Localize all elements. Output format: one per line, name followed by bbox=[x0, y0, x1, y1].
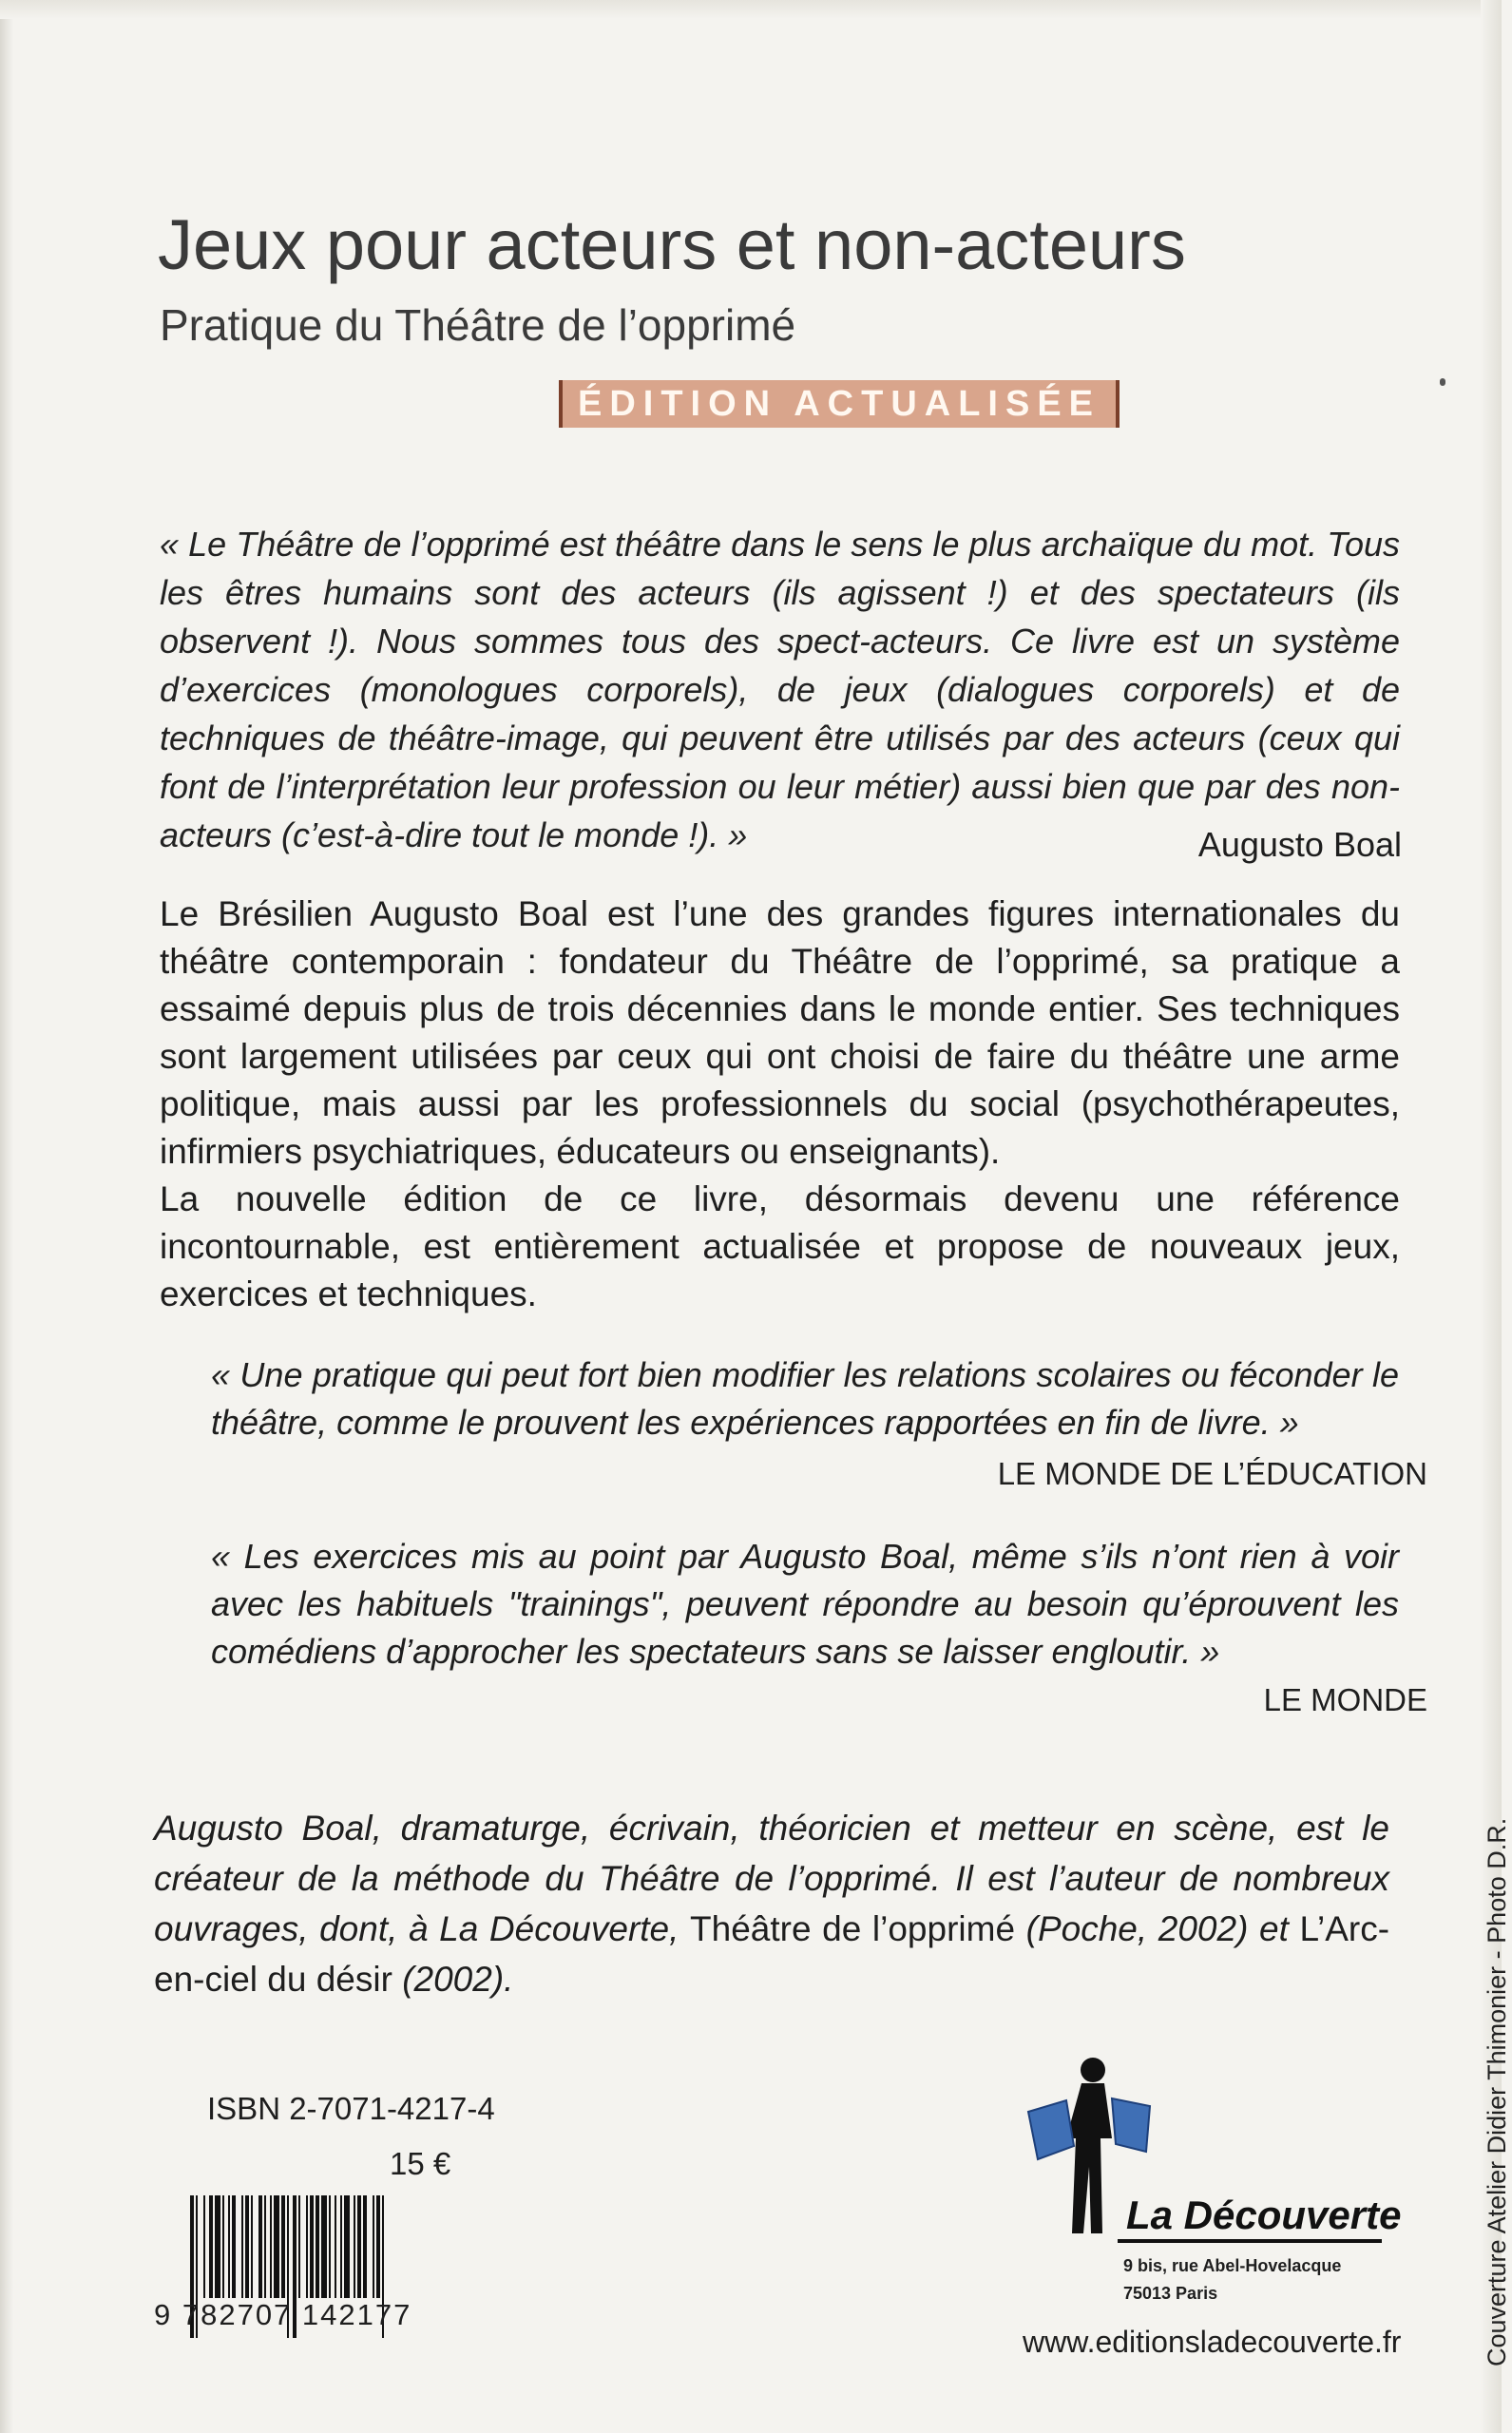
author-quote: « Le Théâtre de l’opprimé est théâtre dans le sens le plus archaïque du mot. Tous les êtres humains sont des acteurs (ils agissent !) et des spectateurs (ils observent !). Nous sommes tous des spect-acteurs. Ce livre est un système d’exercices (monologues corporels), de jeux (dialogues corporels) et de techniques de théâtre-image, qui peuvent être utilisés par des acteurs (ceux qui font de l’interprétation leur profession ou leur métier) aussi bien que par des non-acteurs (c’est-à-dire tout le monde !). » bbox=[160, 525, 1400, 854]
isbn: ISBN 2-7071-4217-4 bbox=[207, 2091, 495, 2126]
barcode-bar bbox=[251, 2195, 253, 2298]
bio-book-title-2: L’Arc-en-ciel du désir bbox=[154, 1909, 1390, 1999]
publisher-address-line-2: 75013 Paris bbox=[1123, 2284, 1218, 2303]
barcode-bar bbox=[321, 2195, 327, 2298]
barcode-bar bbox=[245, 2195, 249, 2298]
barcode-bar bbox=[376, 2195, 380, 2298]
barcode-bar bbox=[241, 2195, 243, 2298]
barcode-bar bbox=[264, 2195, 266, 2298]
publisher-name: La Découverte bbox=[1126, 2193, 1402, 2237]
barcode-bar bbox=[306, 2195, 308, 2298]
barcode-bar bbox=[258, 2195, 262, 2298]
barcode-bar bbox=[335, 2195, 336, 2298]
edition-badge: ÉDITION ACTUALISÉE bbox=[559, 380, 1120, 428]
book-title: Jeux pour acteurs et non-acteurs bbox=[158, 205, 1186, 284]
page-edge-top bbox=[0, 0, 1502, 19]
page-edge-left bbox=[0, 0, 13, 2433]
barcode-bar bbox=[363, 2195, 367, 2298]
bio-part-2: (Poche, 2002) et bbox=[1025, 1909, 1289, 1948]
description-paragraph-1: Le Brésilien Augusto Boal est l’une des grandes figures internationales du théâtre contemporain : fondateur du Théâtre de l’opprimé, sa pratique a essaimé depuis plus de trois décennies dans le monde entier. Ses techniques sont largement utilisées par ceux qui ont choisi de faire du théâtre une arme politique, mais aussi par les professionnels du social (psychothérapeutes, infirmiers psychiatriques, éducateurs ou enseignants). bbox=[160, 894, 1400, 1171]
barcode-bar bbox=[232, 2195, 236, 2298]
review-1-source: LE MONDE DE L’ÉDUCATION bbox=[997, 1456, 1427, 1491]
barcode-bar bbox=[316, 2195, 319, 2298]
publisher-underline bbox=[1118, 2239, 1382, 2243]
review-2-text: « Les exercices mis au point par Augusto Boal, même s’ils n’ont rien à voir avec les habituels "trainings", peuvent répondre au besoin qu’éprouvent les comédiens d’approcher les spectateurs sans se laisser engloutir. » bbox=[211, 1537, 1399, 1671]
barcode-number: 9 782707 142177 bbox=[154, 2298, 412, 2331]
description-paragraph-2: La nouvelle édition de ce livre, désormais devenu une référence incontournable, est entièrement actualisée et propose de nouveaux jeux, exercices et techniques. bbox=[160, 1179, 1400, 1313]
barcode-bar bbox=[354, 2195, 355, 2298]
barcode-bar bbox=[310, 2195, 314, 2298]
quote-author: Augusto Boal bbox=[1197, 825, 1402, 864]
barcode-bar bbox=[373, 2195, 374, 2298]
barcode-bar bbox=[203, 2195, 205, 2298]
barcode-bar bbox=[209, 2195, 213, 2298]
bio-book-title-1: Théâtre de l’opprimé bbox=[690, 1909, 1016, 1948]
price: 15 € bbox=[390, 2146, 451, 2181]
review-1-text: « Une pratique qui peut fort bien modifier les relations scolaires ou féconder le théâtre, comme le prouvent les expériences rapportées en fin de livre. » bbox=[211, 1355, 1399, 1442]
barcode-bar bbox=[215, 2195, 220, 2298]
cover-credit: Couverture Atelier Didier Thimonier - Photo D.R. bbox=[1483, 1817, 1511, 2366]
barcode-bar bbox=[274, 2195, 279, 2298]
barcode-bar bbox=[340, 2195, 342, 2298]
review-2-source: LE MONDE bbox=[1263, 1682, 1427, 1717]
publisher-website: www.editionsladecouverte.fr bbox=[1023, 2325, 1402, 2359]
book-subtitle: Pratique du Théâtre de l’opprimé bbox=[160, 300, 796, 350]
barcode-bar bbox=[228, 2195, 230, 2298]
bio-part-1: Augusto Boal, dramaturge, écrivain, théoricien et metteur en scène, est le créateur de la méthode du Théâtre de l’opprimé. Il est l’auteur de nombreux ouvrages, dont, à La Découverte, bbox=[154, 1809, 1389, 1948]
barcode-bar bbox=[298, 2195, 300, 2298]
publisher-address-line-1: 9 bis, rue Abel-Hovelacque bbox=[1123, 2256, 1342, 2275]
barcode-bar bbox=[222, 2195, 224, 2298]
bio-part-3: (2002). bbox=[402, 1960, 514, 1999]
author-bio bbox=[154, 1803, 1389, 2004]
barcode-bar bbox=[357, 2195, 361, 2298]
barcode-bar bbox=[281, 2195, 285, 2298]
speck-mark bbox=[1440, 378, 1445, 386]
barcode-bar bbox=[329, 2195, 331, 2298]
barcode-bar bbox=[344, 2195, 350, 2298]
barcode-bar bbox=[270, 2195, 272, 2298]
description bbox=[160, 891, 1400, 1318]
